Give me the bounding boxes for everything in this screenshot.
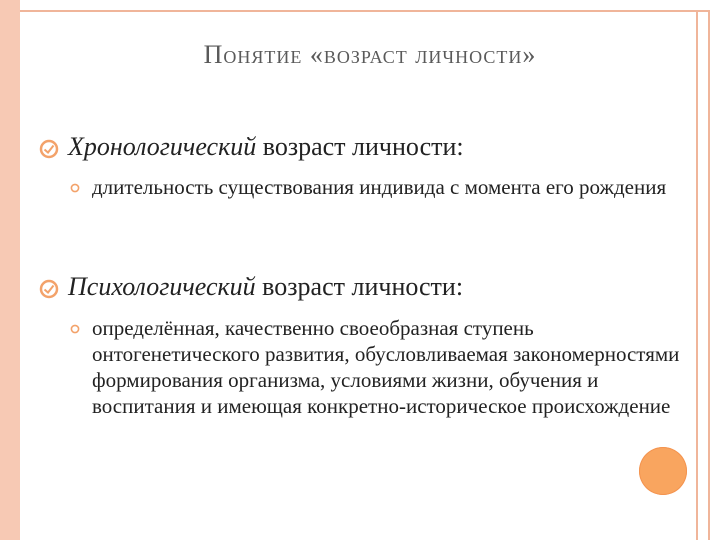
sub-bullet-text: определённая, качественно своеобразная ступень онтогенетического развития, обусловливаемая закономерностями формирования организма, условиями жизни, обучения и воспитания и имеющая конкретно-историческое происхождение bbox=[92, 316, 680, 418]
bullet-item-chronological bbox=[38, 130, 464, 164]
left-accent-bar bbox=[0, 0, 20, 540]
ring-bullet-icon bbox=[38, 278, 60, 300]
bullet-text bbox=[68, 130, 464, 164]
ring-bullet-icon bbox=[38, 138, 60, 160]
decorative-orange-circle bbox=[639, 447, 687, 495]
slide-title: Понятие «возраст личности» bbox=[203, 40, 537, 69]
top-frame-line bbox=[20, 10, 710, 12]
bullet-text bbox=[68, 270, 463, 304]
sub-bullet-chronological bbox=[70, 174, 690, 200]
sub-bullet-psychological bbox=[70, 315, 690, 419]
term-chronological: Хронологический bbox=[68, 132, 257, 161]
right-frame-line bbox=[708, 10, 710, 540]
term-psychological: Психологический bbox=[68, 272, 256, 301]
right-inner-frame-line bbox=[696, 10, 698, 540]
sub-bullet-text: длительность существования индивида с момента его рождения bbox=[92, 175, 667, 199]
small-ring-bullet-icon bbox=[70, 183, 80, 193]
small-ring-bullet-icon bbox=[70, 324, 80, 334]
bullet-item-psychological bbox=[38, 270, 463, 304]
term-rest: возраст личности: bbox=[256, 132, 464, 161]
term-rest: возраст личности: bbox=[255, 272, 464, 301]
